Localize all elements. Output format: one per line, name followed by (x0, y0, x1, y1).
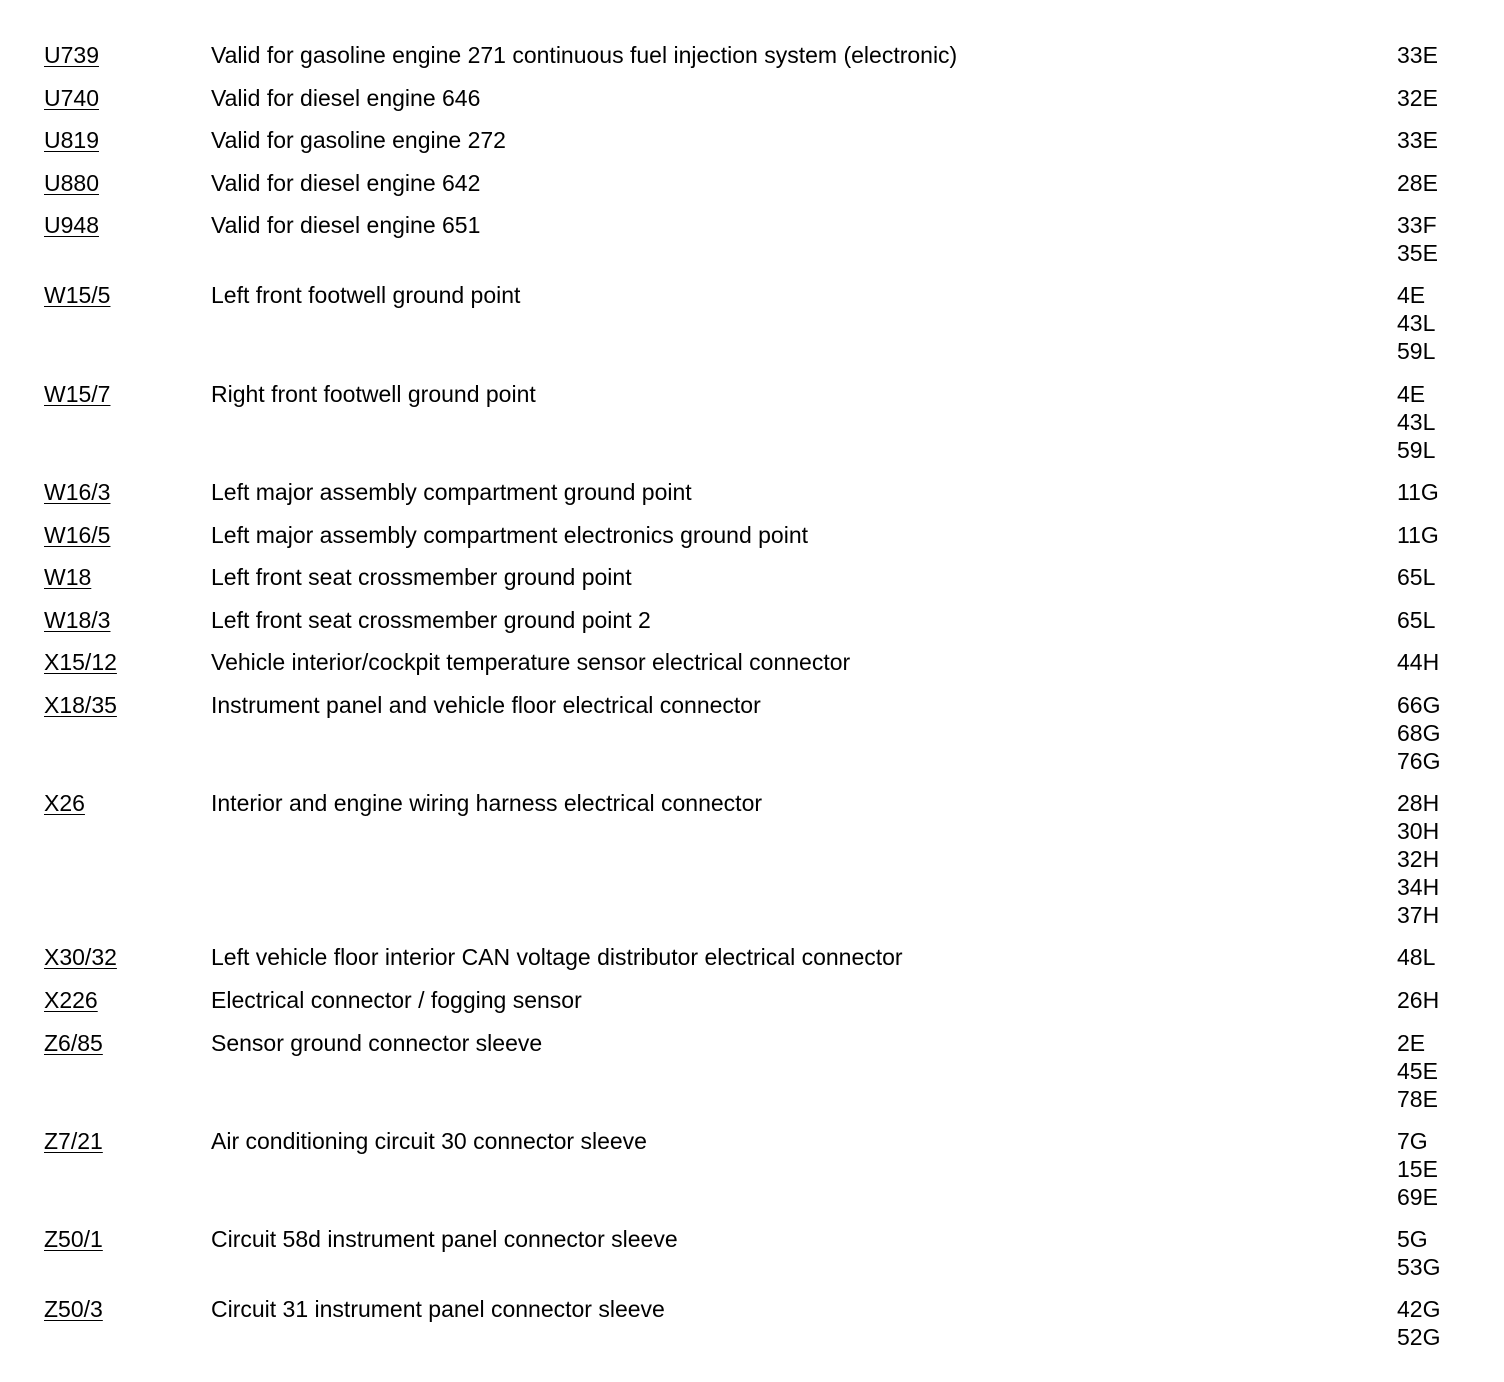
component-description: Air conditioning circuit 30 connector sleeve (211, 1128, 647, 1154)
grid-reference: 11G (1397, 522, 1439, 548)
component-code-link[interactable]: U819 (44, 127, 99, 153)
grid-reference-list (1397, 691, 1440, 775)
grid-reference-list (1397, 281, 1435, 365)
grid-reference: 48L (1397, 944, 1436, 970)
component-description: Interior and engine wiring harness electrical connector (211, 790, 763, 816)
component-code-link[interactable]: W16/5 (44, 522, 111, 548)
grid-reference: 28H (1397, 790, 1440, 816)
grid-reference: 4E (1397, 381, 1426, 407)
grid-reference: 32H (1397, 846, 1440, 872)
component-code-link[interactable]: U740 (44, 85, 99, 111)
grid-reference: 68G (1397, 720, 1441, 746)
component-description: Vehicle interior/cockpit temperature sensor electrical connector (211, 649, 851, 675)
grid-reference: 45E (1397, 1058, 1438, 1084)
component-code-link[interactable]: W16/3 (44, 479, 111, 505)
grid-reference-list (1397, 648, 1439, 676)
grid-reference: 43L (1397, 310, 1436, 336)
grid-reference-list (1397, 380, 1435, 464)
grid-reference: 59L (1397, 437, 1436, 463)
grid-reference-list (1397, 986, 1439, 1014)
component-description: Circuit 58d instrument panel connector sleeve (211, 1226, 678, 1252)
grid-reference: 52G (1397, 1324, 1441, 1350)
component-code-link[interactable]: W15/7 (44, 381, 111, 407)
grid-reference: 43L (1397, 409, 1436, 435)
component-description: Instrument panel and vehicle floor electrical connector (211, 692, 761, 718)
grid-reference: 59L (1397, 338, 1436, 364)
component-code-link[interactable]: W15/5 (44, 282, 111, 308)
grid-reference: 78E (1397, 1086, 1438, 1112)
grid-reference: 30H (1397, 818, 1440, 844)
component-description: Left major assembly compartment electronics ground point (211, 522, 809, 548)
grid-reference-list (1397, 563, 1435, 591)
grid-reference-list (1397, 789, 1439, 929)
component-description: Valid for gasoline engine 272 (211, 127, 506, 153)
component-code-link[interactable]: X18/35 (44, 692, 117, 718)
grid-reference: 66G (1397, 692, 1441, 718)
grid-reference-list (1397, 1295, 1440, 1351)
grid-reference-list (1397, 84, 1438, 112)
component-code-link[interactable]: W18 (44, 564, 92, 590)
component-code-link[interactable]: U948 (44, 212, 99, 238)
component-code-link[interactable]: U739 (44, 42, 99, 68)
component-code-link[interactable]: W18/3 (44, 607, 111, 633)
grid-reference-list (1397, 169, 1438, 197)
grid-reference: 34H (1397, 874, 1440, 900)
grid-reference-list (1397, 521, 1439, 549)
grid-reference: 44H (1397, 649, 1440, 675)
component-description: Left front seat crossmember ground point (211, 564, 632, 590)
grid-reference-list (1397, 126, 1438, 154)
component-description: Left front seat crossmember ground point 2 (211, 607, 651, 633)
component-code-link[interactable]: Z6/85 (44, 1030, 103, 1056)
grid-reference: 2E (1397, 1030, 1426, 1056)
grid-reference-list (1397, 943, 1435, 971)
grid-reference: 4E (1397, 282, 1426, 308)
component-description: Valid for diesel engine 651 (211, 212, 481, 238)
grid-reference: 76G (1397, 748, 1441, 774)
grid-reference: 32E (1397, 85, 1438, 111)
grid-reference-list (1397, 1225, 1440, 1281)
grid-reference: 11G (1397, 479, 1439, 505)
component-description: Left front footwell ground point (211, 282, 521, 308)
grid-reference-list (1397, 478, 1439, 506)
component-description: Electrical connector / fogging sensor (211, 987, 582, 1013)
grid-reference: 53G (1397, 1254, 1441, 1280)
component-code-link[interactable]: X26 (44, 790, 85, 816)
grid-reference: 15E (1397, 1156, 1438, 1182)
grid-reference: 33E (1397, 127, 1438, 153)
grid-reference: 28E (1397, 170, 1438, 196)
component-code-link[interactable]: X15/12 (44, 649, 117, 675)
grid-reference: 33F (1397, 212, 1437, 238)
component-code-link[interactable]: Z7/21 (44, 1128, 103, 1154)
component-description: Sensor ground connector sleeve (211, 1030, 543, 1056)
component-description: Valid for diesel engine 642 (211, 170, 481, 196)
grid-reference-list (1397, 41, 1438, 69)
component-code-link[interactable]: Z50/3 (44, 1296, 103, 1322)
grid-reference: 5G (1397, 1226, 1428, 1252)
grid-reference: 35E (1397, 240, 1438, 266)
component-description: Valid for diesel engine 646 (211, 85, 481, 111)
component-description: Left vehicle floor interior CAN voltage distributor electrical connector (211, 944, 903, 970)
grid-reference: 42G (1397, 1296, 1441, 1322)
component-description: Circuit 31 instrument panel connector sleeve (211, 1296, 665, 1322)
grid-reference: 26H (1397, 987, 1440, 1013)
component-code-link[interactable]: U880 (44, 170, 99, 196)
component-description: Right front footwell ground point (211, 381, 536, 407)
grid-reference: 37H (1397, 902, 1440, 928)
grid-reference: 65L (1397, 564, 1436, 590)
grid-reference: 69E (1397, 1184, 1438, 1210)
component-description: Left major assembly compartment ground point (211, 479, 692, 505)
grid-reference: 65L (1397, 607, 1436, 633)
component-code-link[interactable]: X226 (44, 987, 98, 1013)
grid-reference-list (1397, 1127, 1438, 1211)
grid-reference-list (1397, 606, 1435, 634)
grid-reference-list (1397, 211, 1438, 267)
component-description: Valid for gasoline engine 271 continuous fuel injection system (electronic) (211, 42, 958, 68)
component-code-link[interactable]: X30/32 (44, 944, 117, 970)
grid-reference-list (1397, 1029, 1438, 1113)
component-code-link[interactable]: Z50/1 (44, 1226, 103, 1252)
grid-reference: 33E (1397, 42, 1438, 68)
grid-reference: 7G (1397, 1128, 1428, 1154)
